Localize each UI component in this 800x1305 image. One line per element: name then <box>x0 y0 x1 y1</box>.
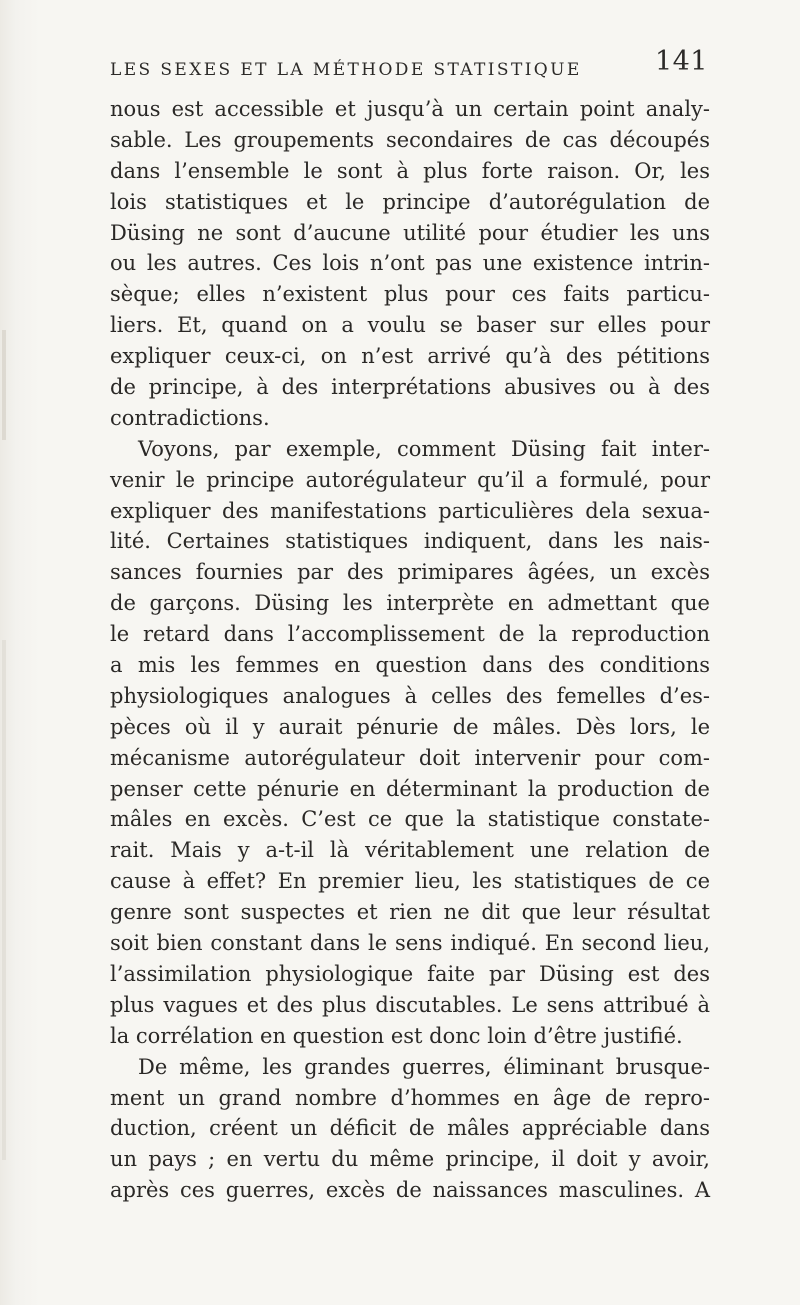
text-line: physiologiques analogues à celles des femelles d’es- <box>110 683 710 708</box>
text-line: ou les autres. Ces lois n’ont pas une existence intrin- <box>110 251 710 276</box>
text-line: rait. Mais y a-t-il là véritablement une relation de <box>110 838 710 863</box>
text-line: sances fournies par des primipares âgées, un excès <box>110 560 710 585</box>
text-line: genre sont suspectes et rien ne dit que leur résultat <box>110 900 710 925</box>
running-head: LES SEXES ET LA MÉTHODE STATISTIQUE <box>110 60 582 80</box>
text-line: mécanisme autorégulateur doit intervenir pour com- <box>110 745 710 770</box>
text-line: Voyons, par exemple, comment Düsing fait inter- <box>138 436 710 461</box>
text-line: pèces où il y aurait pénurie de mâles. Dès lors, le <box>110 714 710 739</box>
text-line: soit bien constant dans le sens indiqué. En second lieu, <box>110 931 710 956</box>
text-line: Düsing ne sont d’aucune utilité pour étudier les uns <box>110 220 710 245</box>
text-line: contradictions. <box>110 405 270 430</box>
text-line: duction, créent un déficit de mâles appréciable dans <box>110 1116 710 1141</box>
text-line: ment un grand nombre d’hommes en âge de repro- <box>110 1085 710 1110</box>
text-line: après ces guerres, excès de naissances masculines. A <box>110 1178 710 1203</box>
text-line: le retard dans l’accomplissement de la reproduction <box>110 622 710 647</box>
text-line: lois statistiques et le principe d’autorégulation de <box>110 189 710 214</box>
text-line: cause à effet? En premier lieu, les statistiques de ce <box>110 869 710 894</box>
page-header <box>110 46 710 86</box>
text-line: expliquer ceux-ci, on n’est arrivé qu’à des pétitions <box>110 344 710 369</box>
text-line: la corrélation en question est donc loin d’être justifié. <box>110 1023 683 1048</box>
page-number: 141 <box>654 46 708 77</box>
text-line: un pays ; en vertu du même principe, il doit y avoir, <box>110 1147 710 1172</box>
body-text <box>110 94 710 1206</box>
text-line: liers. Et, quand on a voulu se baser sur elles pour <box>110 313 710 338</box>
text-line: de garçons. Düsing les interprète en admettant que <box>110 591 710 616</box>
text-line: de principe, à des interprétations abusives ou à des <box>110 375 710 400</box>
text-line: expliquer des manifestations particulières dela sexua- <box>110 498 710 523</box>
page-edge-shadow <box>2 640 6 1160</box>
page-edge-shadow <box>2 330 6 440</box>
text-line: l’assimilation physiologique faite par Düsing est des <box>110 961 710 986</box>
text-line: sable. Les groupements secondaires de cas découpés <box>110 127 710 152</box>
text-line: a mis les femmes en question dans des conditions <box>110 653 710 678</box>
text-line: lité. Certaines statistiques indiquent, dans les nais- <box>110 529 710 554</box>
text-line: sèque; elles n’existent plus pour ces faits particu- <box>110 282 710 307</box>
text-line: venir le principe autorégulateur qu’il a formulé, pour <box>110 467 710 492</box>
text-line: plus vagues et des plus discutables. Le sens attribué à <box>110 992 710 1017</box>
text-line: mâles en excès. C’est ce que la statistique constate- <box>110 807 710 832</box>
text-line: dans l’ensemble le sont à plus forte raison. Or, les <box>110 158 710 183</box>
text-line: De même, les grandes guerres, éliminant brusque- <box>138 1054 710 1079</box>
text-line: nous est accessible et jusqu’à un certain point analy- <box>110 97 710 121</box>
text-line: penser cette pénurie en déterminant la production de <box>110 776 710 801</box>
